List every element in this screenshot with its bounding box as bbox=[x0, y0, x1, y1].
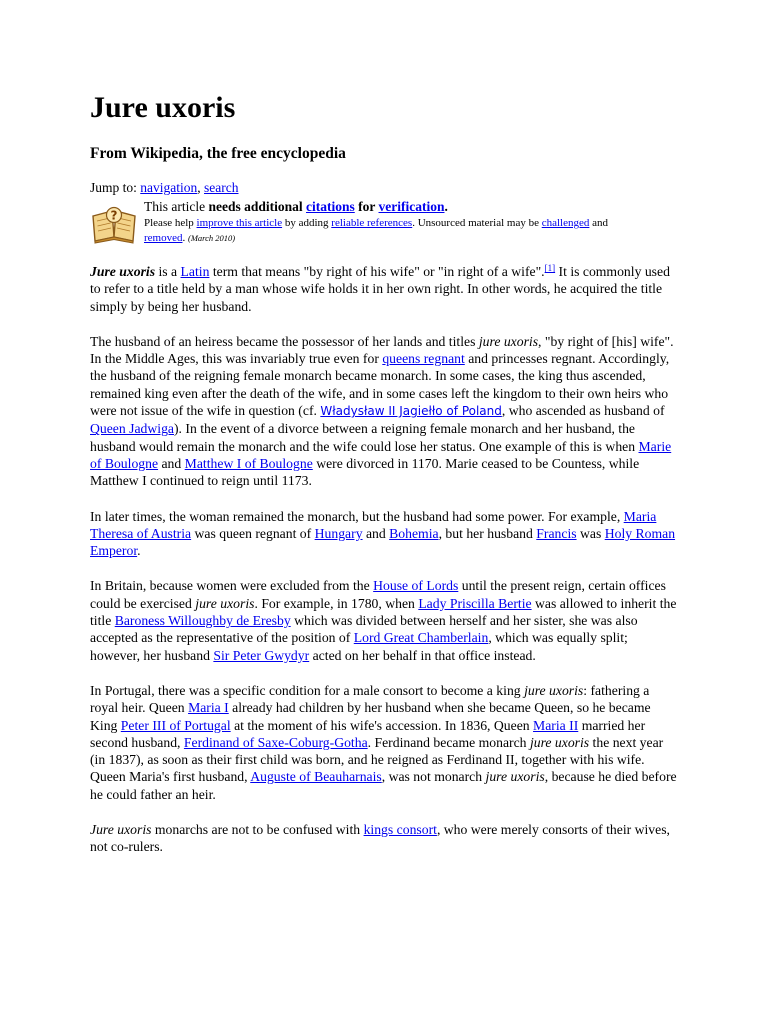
lady-priscilla-bertie-link[interactable]: Lady Priscilla Bertie bbox=[418, 595, 532, 611]
text: married her second husband, bbox=[90, 717, 646, 750]
text: , "by right of [his] wife". In the Middle Ages, this was invariably true even for bbox=[90, 333, 674, 367]
auguste-link[interactable]: Auguste of Beauharnais bbox=[250, 769, 382, 785]
citations-link[interactable]: citations bbox=[306, 199, 355, 214]
paragraph-britain bbox=[90, 577, 680, 663]
house-of-lords-link[interactable]: House of Lords bbox=[373, 578, 459, 594]
paragraph-portugal bbox=[90, 682, 680, 803]
text: acted on her behalf in that office instead. bbox=[309, 647, 536, 663]
text: . bbox=[137, 543, 141, 559]
notice-text-part: by adding bbox=[282, 217, 332, 229]
maria-i-link[interactable]: Maria I bbox=[188, 700, 229, 716]
text: was bbox=[576, 525, 605, 541]
paragraph-kings-consort bbox=[90, 821, 680, 856]
term-italic: jure uxoris bbox=[529, 734, 590, 750]
text: , which was equally split; however, her husband bbox=[90, 630, 628, 663]
term-italic: jure uxoris bbox=[195, 595, 255, 611]
text: : fathering a royal heir. Queen bbox=[90, 682, 650, 716]
text: , but her husband bbox=[438, 525, 537, 541]
text: In Portugal, there was a specific condition for a male consort to become a king bbox=[90, 682, 525, 698]
page-title: Jure uxoris bbox=[90, 91, 236, 124]
reference-1-link[interactable]: [1] bbox=[544, 263, 556, 273]
notice-text-part: . Unsourced material may be bbox=[412, 217, 542, 229]
text: . For example, in 1780, when bbox=[254, 595, 419, 611]
matthew-of-boulogne-link[interactable]: Matthew I of Boulogne bbox=[184, 455, 313, 471]
term-italic: jure uxoris bbox=[485, 769, 545, 785]
term-italic: Jure uxoris bbox=[90, 822, 152, 838]
verification-link[interactable]: verification bbox=[378, 199, 445, 214]
text: were divorced in 1170. Marie ceased to be Countess, while Matthew I continued to reign until 1173. bbox=[90, 455, 640, 489]
text: , because he died before he could father an heir. bbox=[90, 769, 677, 802]
wladyslaw-link[interactable]: Władysław II Jagiełło of Poland bbox=[320, 404, 502, 419]
queens-regnant-link[interactable]: queens regnant bbox=[382, 351, 465, 367]
paragraph-heiress bbox=[90, 333, 680, 490]
jump-separator: , bbox=[197, 180, 205, 195]
text: and princesses regnant. Accordingly, the husband of the reigning female monarch became monarch. In some cases, the king thus ascended, remained king even after the death of the wife, and in some cases left the kingdom to their own heirs who were not issue of the wife in question (cf. bbox=[90, 351, 670, 419]
text: and bbox=[158, 455, 185, 471]
notice-text bbox=[144, 198, 684, 246]
text: was queen regnant of bbox=[191, 525, 315, 541]
removed-link[interactable]: removed bbox=[144, 232, 183, 244]
article-body bbox=[90, 263, 680, 874]
jump-prefix: Jump to: bbox=[90, 180, 141, 195]
text: ). In the event of a divorce between a reigning female monarch and her husband, the husband would remain the monarch and the wife could lose her status. One example of this is when bbox=[90, 421, 639, 454]
notice-heading bbox=[144, 198, 684, 216]
term-bold: Jure uxoris bbox=[90, 264, 156, 279]
notice-text-part: needs additional bbox=[208, 199, 307, 214]
maria-theresa-link[interactable]: Maria Theresa of Austria bbox=[90, 508, 657, 541]
marie-of-boulogne-link[interactable]: Marie of Boulogne bbox=[90, 438, 672, 471]
maria-ii-link[interactable]: Maria II bbox=[533, 717, 579, 733]
text: It is commonly used to refer to a title held by a man whose wife holds it in her own right. In other words, he acquired the title simply by being her husband. bbox=[90, 264, 670, 314]
reliable-references-link[interactable]: reliable references bbox=[331, 217, 413, 229]
text: In later times, the woman remained the monarch, but the husband had some power. For example, bbox=[90, 508, 624, 524]
text: was allowed to inherit the title bbox=[90, 595, 677, 629]
notice-text-part: . bbox=[444, 199, 448, 214]
jump-links bbox=[90, 179, 239, 197]
text: at the moment of his wife's accession. In 1836, Queen bbox=[230, 717, 534, 733]
book-question-icon bbox=[90, 204, 138, 244]
notice-text-part: and bbox=[589, 217, 609, 229]
francis-link[interactable]: Francis bbox=[536, 525, 577, 541]
text: until the present reign, certain offices could be exercised bbox=[90, 578, 666, 611]
kings-consort-link[interactable]: kings consort bbox=[363, 822, 437, 838]
notice-text-part: This article bbox=[144, 199, 209, 214]
holy-roman-emperor-link[interactable]: Holy Roman Emperor bbox=[90, 525, 676, 559]
lord-great-chamberlain-link[interactable]: Lord Great Chamberlain bbox=[353, 630, 489, 646]
peter-iii-link[interactable]: Peter III of Portugal bbox=[120, 717, 231, 733]
site-subtitle: From Wikipedia, the free encyclopedia bbox=[90, 145, 346, 162]
bohemia-link[interactable]: Bohemia bbox=[389, 525, 439, 541]
notice-date: (March 2010) bbox=[187, 233, 236, 243]
term-italic: jure uxoris bbox=[524, 682, 584, 698]
term-italic: jure uxoris bbox=[478, 333, 539, 349]
hungary-link[interactable]: Hungary bbox=[314, 525, 363, 541]
text: monarchs are not to be confused with bbox=[151, 822, 364, 838]
challenged-link[interactable]: challenged bbox=[541, 217, 590, 229]
search-link[interactable]: search bbox=[204, 180, 239, 195]
latin-link[interactable]: Latin bbox=[180, 264, 210, 279]
text: term that means "by right of his wife" or "in right of a wife". bbox=[209, 264, 545, 279]
text: is a bbox=[155, 264, 181, 279]
text: the next year (in 1837), as soon as their first child was born, and he reigned as Ferdinand II, together with his wife. Queen Maria's first husband, bbox=[90, 734, 664, 785]
text: , who were merely consorts of their wives, not co-rulers. bbox=[90, 822, 670, 855]
svg-text:?: ? bbox=[110, 208, 118, 223]
paragraph-intro bbox=[90, 263, 680, 315]
ferdinand-link[interactable]: Ferdinand of Saxe-Coburg-Gotha bbox=[183, 734, 368, 750]
notice-text-part: . bbox=[182, 232, 188, 244]
citation-notice bbox=[90, 198, 680, 250]
baroness-willoughby-link[interactable]: Baroness Willoughby de Eresby bbox=[114, 613, 291, 629]
text: and bbox=[362, 525, 390, 541]
navigation-link[interactable]: navigation bbox=[140, 180, 198, 195]
text: , who ascended as husband of bbox=[501, 403, 665, 419]
text: . Ferdinand became monarch bbox=[367, 734, 530, 750]
text: , was not monarch bbox=[381, 769, 486, 785]
sir-peter-gwydyr-link[interactable]: Sir Peter Gwydyr bbox=[213, 647, 310, 663]
notice-text-part: Please help bbox=[144, 217, 197, 229]
notice-detail bbox=[144, 216, 684, 246]
notice-text-part: for bbox=[354, 199, 379, 214]
paragraph-later-times bbox=[90, 508, 680, 560]
queen-jadwiga-link[interactable]: Queen Jadwiga bbox=[90, 421, 174, 437]
text: The husband of an heiress became the possessor of her lands and titles bbox=[90, 333, 479, 349]
text: which was divided between herself and her sister, she was also accepted as the representative of the position of bbox=[90, 613, 638, 646]
text: In Britain, because women were excluded from the bbox=[90, 578, 374, 594]
text: already had children by her husband when she became Queen, so he became King bbox=[90, 700, 651, 733]
improve-article-link[interactable]: improve this article bbox=[196, 217, 283, 229]
